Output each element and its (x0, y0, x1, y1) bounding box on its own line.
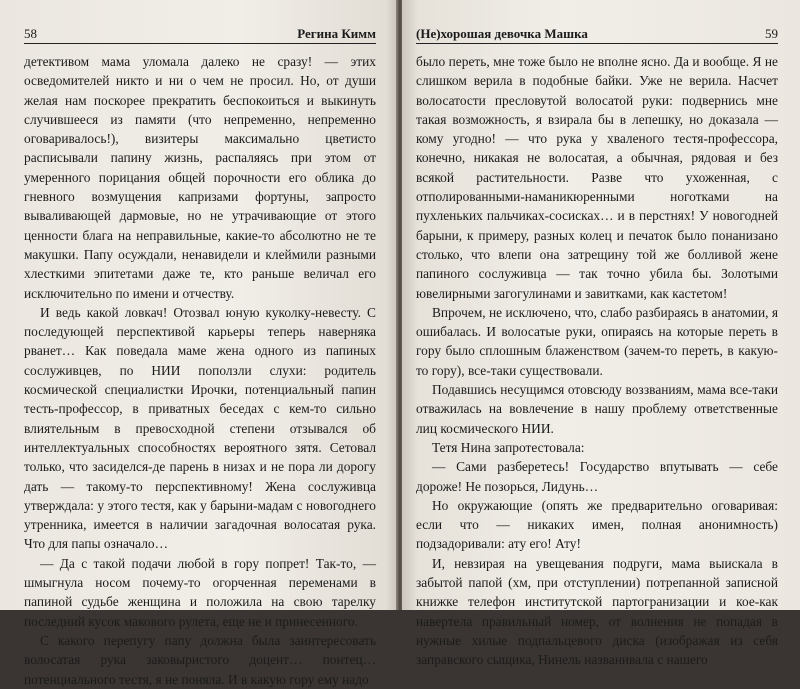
paragraph: И ведь какой ловкач! Отозвал юную куколку-невесту. С последующей перспективой карьеры теперь наверняка рванет… Как поведала маме жена одного из папиных сослуживцев, по НИИ поползли слухи: родитель космической специалистки Ирочки, потенциальный папин тесть-профессор, в приватных беседах с кем-то сильно влиятельным в превосходной степени отзывался об интеллектуальных способностях вероятного зятя. Сетовал только, что засиделся-де парень в низах и не пора ли дорогу дать — такому-то перспективному! Жена сослуживца утверждала: у этого тестя, как у барыни-мадам с новогоднего утренника, имеется в наличии загадочная волосатая рука. Что для папы означало… (24, 304, 376, 552)
left-running-head: Регина Кимм (297, 26, 376, 41)
left-page (0, 0, 398, 687)
right-page-number: 59 (765, 26, 778, 41)
right-page (402, 0, 800, 668)
right-page-body (416, 52, 778, 670)
paragraph: И, невзирая на увещевания подруги, мама выискала в забытой папой (хм, при отступлении) потрепанной записной книжке телефон институтской партогранизации и кое-как навертела правильный номер, от волнения не попадая в нужные хилые подпальцевого диска (изображая из себя заправского сыщика, Нинель названивала с нашего (416, 555, 778, 668)
paragraph: было переть, мне тоже было не вполне ясно. Да и вообще. Я не слишком верила в подобные байки. Уже не верила. Насчет волосатости пресловутой волосатой руки: подвернись мне такая возможность, я взирала бы в лепешку, но доказала — кому угодно! — что рука у хваленого тестя-профессора, конечно, никакая не волосатая, а обычная, рядовая и без всякой растительности. Разве что ухоженная, с отполированными-наманикюренными ноготками на пухленьких пальчиках-сосисках… и в перстнях! У новогодней барыни, к примеру, разных колец и печаток было понанизано столько, что влепи она затрещину той же болливой жене папиного сослуживца — так точно убила бы. Золотыми ювелирными загогулинами и завитками, как кастетом! (416, 54, 778, 301)
right-running-head: (Не)хорошая девочка Машка (416, 26, 588, 41)
paragraph: — Сами разберетесь! Государство впутывать — себе дороже! Не позорься, Лидунь… (416, 459, 778, 494)
paragraph: Но окружающие (опять же предварительно оговаривая: если что — никаких имен, полная анонимность) подзадоривали: ату его! Ату! (416, 497, 778, 552)
paragraph: детективом мама уломала далеко не сразу! — этих осведомителей никто и ни о чем не просил. Но, от души желая нам поскорее прекратить беспокоиться и выкинуть случившееся из памяти (что непременно, непременно оговаривалось!), визитеры максимально цветисто расписывали папину жизнь, распаляясь при этом от умеренного порицания общей порочности его облика до гневного возмущения капризами фортуны, запросто вываливающей дармовые, но не утрачивающие от этого ценности блага на неправильные, какие-то абсолютно не те макушки. Папу осуждали, ненавидели и клеймили разными хлесткими эпитетами даже те, кто раньше величал его исключительно по имени и отчеству. (24, 54, 376, 301)
paragraph: — Да с такой подачи любой в гору попрет! Так-то, — шмыгнула носом почему-то огорченная переменами в папиной судьбе женщина и положила на свою тарелку последний кусок макового рулета, еще не и принесенного. (24, 555, 376, 629)
left-page-body (24, 52, 376, 689)
right-page-header (416, 26, 778, 44)
paragraph: Подавшись несущимся отовсюду воззваниям, мама все-таки отважилась на вовлечение в нашу проблему ответственные лиц космического НИИ. (416, 382, 778, 436)
left-page-number: 58 (24, 26, 37, 41)
left-page-header (24, 26, 376, 44)
paragraph: С какого перепугу папу должна была заинтересовать волосатая рука заковыристого доцент… понтец… потенциального тестя, я не поняла. И в какую гору ему надо (24, 632, 376, 687)
paragraph: Впрочем, не исключено, что, слабо разбираясь в анатомии, я ошибалась. И волосатые руки, опираясь на которые переть в гору было сплошным блаженством (зачем-то переть, в какую-то гору), все-таки существовали. (416, 304, 778, 378)
paragraph: Тетя Нина запротестовала: (432, 439, 585, 455)
